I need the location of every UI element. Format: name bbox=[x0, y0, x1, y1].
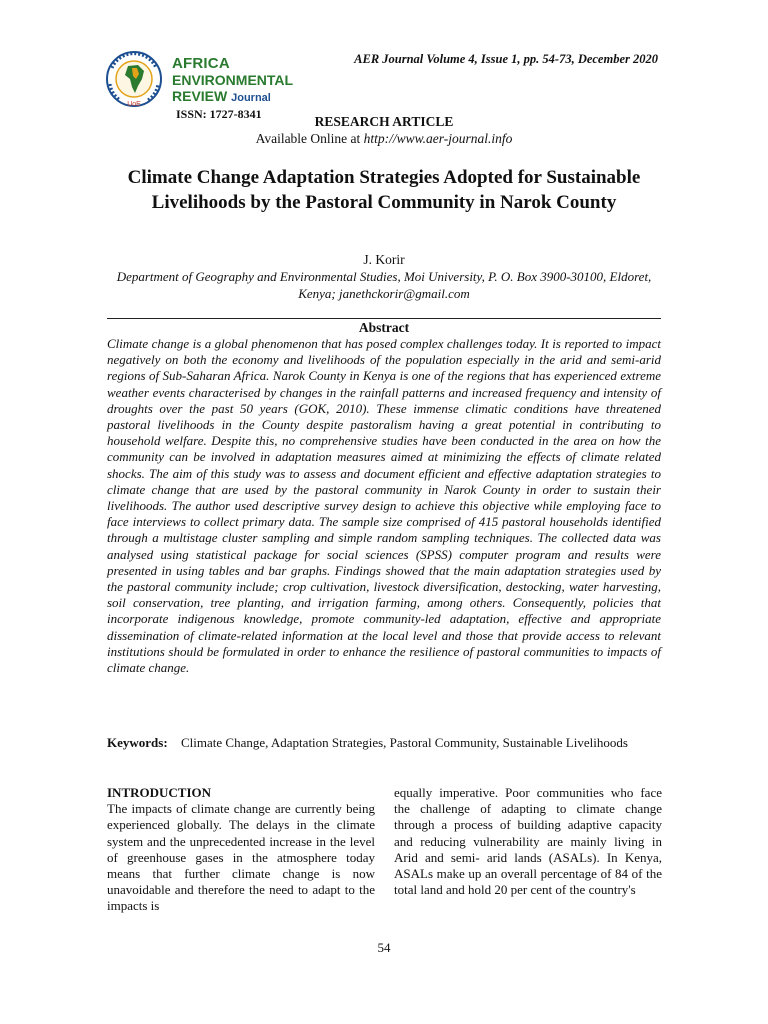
availability-prefix: Available Online at bbox=[255, 131, 364, 146]
intro-column-left bbox=[107, 785, 375, 915]
introduction-heading: INTRODUCTION bbox=[107, 785, 212, 800]
author-affiliation: Department of Geography and Environmental Studies, Moi University, P. O. Box 3900-30100, Eldoret, Kenya; janethckorir@gmail.com bbox=[116, 269, 652, 301]
keywords-value: Climate Change, Adaptation Strategies, Pastoral Community, Sustainable Livelihoods bbox=[181, 735, 628, 750]
page-number: 54 bbox=[377, 940, 391, 955]
seal-icon bbox=[104, 46, 170, 112]
logo-line-3-main: REVIEW bbox=[172, 88, 228, 104]
journal-reference: AER Journal Volume 4, Issue 1, pp. 54-73, December 2020 bbox=[354, 52, 658, 66]
logo-line-3-small: Journal bbox=[231, 92, 271, 104]
intro-column-right bbox=[394, 785, 662, 898]
article-type: RESEARCH ARTICLE bbox=[314, 114, 454, 129]
logo-line-2: ENVIRONMENTAL bbox=[172, 72, 294, 88]
intro-text-right: equally imperative. Poor communities who face the challenge of adapting to climate change through a process of building adaptive capacity and reducing vulnerability are mainly living in Arid and semi- arid lands (ASALs). In Kenya, ASALs make up an overall percentage of 84 of the total land and hold 20 per cent of the country's bbox=[394, 785, 662, 898]
logo-line-1: AFRICA bbox=[172, 55, 230, 72]
seal-bottom-text: UoE bbox=[127, 101, 141, 108]
keywords-label: Keywords: bbox=[107, 735, 168, 750]
availability-line bbox=[0, 131, 768, 147]
abstract-text: Climate change is a global phenomenon that has posed complex challenges today. It is reported to impact negatively on both the economy and livelihoods of the population especially in the arid and semi-arid regions of Sub-Saharan Africa. Narok County in Kenya is one of the regions that has experienced extreme weather events characterised by changes in the rainfall patterns and increased frequency and intensity of droughts over the past 50 years (GOK, 2010). These immense climatic conditions have threatened pastoral livelihoods in the County despite pastoralism having a great potential in contributing to household welfare. Despite this, no comprehensive studies have been conducted in the area on how the community can be involved in adaptation measures aimed at minimizing the effects of climate related shocks. The aim of this study was to assess and document efficient and effective adaptation strategies to climate change that are used by the pastoral community in Narok County in order to sustain their livelihoods. The author used descriptive survey design to achieve this objective while employing face to face interviews to collect primary data. The sample size comprised of 415 pastoral households identified through a multistage cluster sampling and simple random sampling techniques. The collected data was analysed using statistical package for social sciences (SPSS) computer program and results were presented in using tables and bar graphs. Findings showed that the main adaptation strategies used by the pastoral community include; crop cultivation, livestock diversification, destocking, water harvesting, soil conservation, tree planting, and irrigation farming, among others. Consequently, policies that incorporate indigenous knowledge, promote community-led adaptation, effective and appropriate dissemination of climate-related information at the local level and those that provide access to relevant institutions should be formulated in order to enhance the resilience of pastoral communities to impacts of climate change. bbox=[107, 336, 661, 676]
journal-url-link[interactable]: http://www.aer-journal.info bbox=[363, 131, 513, 146]
intro-text-left: The impacts of climate change are currently being experienced globally. The delays in the climate system and the unprecedented increase in the level of greenhouse gases in the atmosphere today means that further climate change is now unavoidable and therefore the need to adapt to the impacts is bbox=[107, 801, 375, 914]
paper-title: Climate Change Adaptation Strategies Adopted for Sustainable Livelihoods by the Pastoral Community in Narok County bbox=[127, 167, 641, 213]
issn: ISSN: 1727-8341 bbox=[176, 107, 262, 121]
journal-logo bbox=[104, 46, 294, 112]
abstract-divider bbox=[107, 318, 661, 319]
author-name: J. Korir bbox=[363, 252, 405, 267]
abstract-heading: Abstract bbox=[358, 320, 410, 335]
logo-line-3 bbox=[172, 88, 293, 106]
logo-wordmark bbox=[172, 56, 293, 106]
